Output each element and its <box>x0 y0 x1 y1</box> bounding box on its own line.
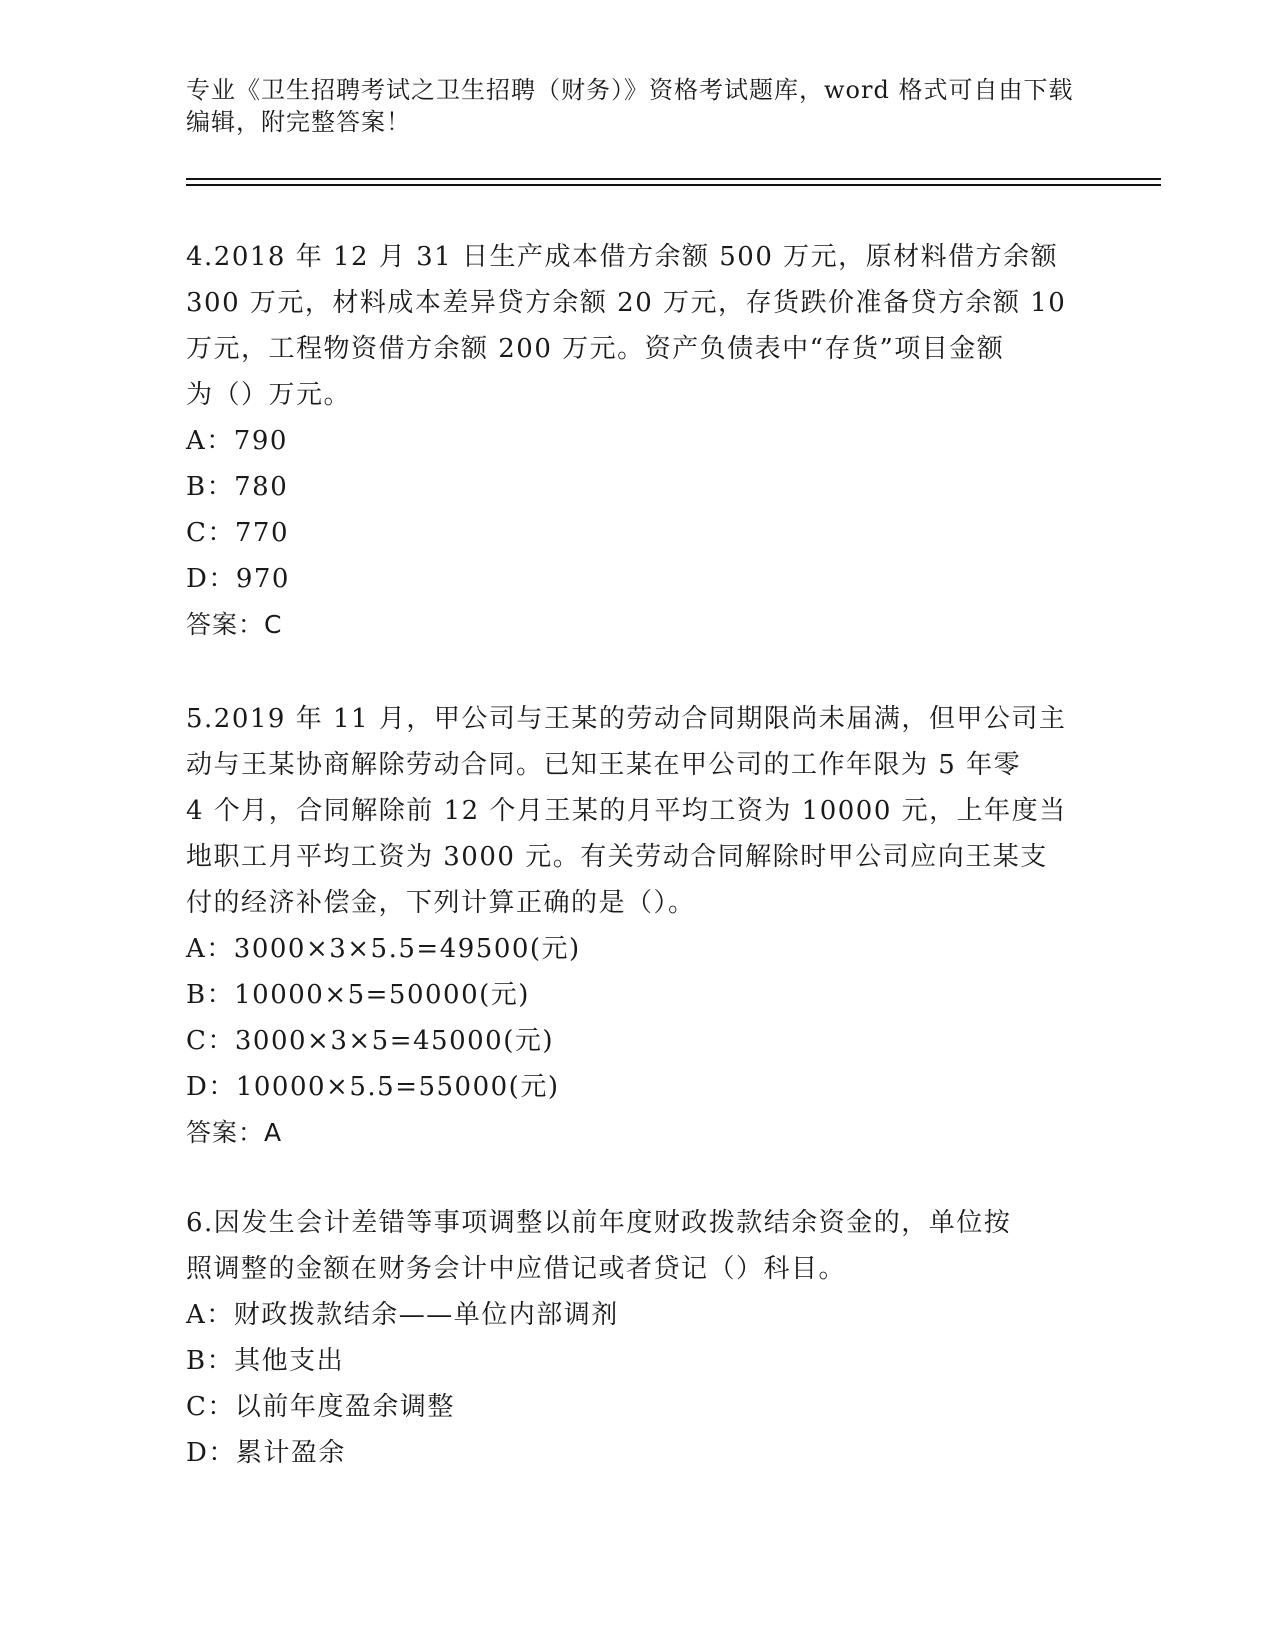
stem-line: 万元，工程物资借方余额 200 万元。资产负债表中“存货”项目金额 <box>186 334 1005 364</box>
option-c: C：以前年度盈余调整 <box>186 1392 455 1422</box>
option-c: C：3000×3×5=45000(元) <box>186 1026 554 1056</box>
stem-line: 为（）万元。 <box>186 380 352 410</box>
stem-line: 动与王某协商解除劳动合同。已知王某在甲公司的工作年限为 5 年零 <box>186 750 1022 780</box>
option-a: A：财政拨款结余——单位内部调剂 <box>186 1300 619 1330</box>
option-d: D：累计盈余 <box>186 1438 346 1468</box>
header-line-1: 专业《卫生招聘考试之卫生招聘（财务）》资格考试题库，word 格式可自由下载 <box>186 76 1074 104</box>
question-6 <box>186 1200 1086 1476</box>
option-a: A：790 <box>186 426 288 456</box>
option-b: B：10000×5=50000(元) <box>186 980 530 1010</box>
document-header <box>186 74 1086 138</box>
header-divider-top <box>186 178 1161 180</box>
option-d: D：10000×5.5=55000(元) <box>186 1072 560 1102</box>
option-c: C：770 <box>186 518 290 548</box>
stem-line: 地职工月平均工资为 3000 元。有关劳动合同解除时甲公司应向王某支 <box>186 842 1048 872</box>
stem-line: 4 个月，合同解除前 12 个月王某的月平均工资为 10000 元，上年度当 <box>186 796 1067 826</box>
question-stem <box>186 234 1086 418</box>
question-stem <box>186 1200 1086 1292</box>
question-4 <box>186 234 1086 648</box>
option-b: B：其他支出 <box>186 1346 345 1376</box>
stem-line: 照调整的金额在财务会计中应借记或者贷记（）科目。 <box>186 1254 847 1284</box>
answer-line: 答案：C <box>186 610 283 639</box>
stem-line: 付的经济补偿金，下列计算正确的是（）。 <box>186 888 696 918</box>
answer-line: 答案：A <box>186 1118 283 1147</box>
stem-line: 5.2019 年 11 月，甲公司与王某的劳动合同期限尚未届满，但甲公司主 <box>186 704 1067 734</box>
stem-line: 300 万元，材料成本差异贷方余额 20 万元，存货跌价准备贷方余额 10 <box>186 288 1067 318</box>
header-divider-bottom <box>186 184 1161 186</box>
option-b: B：780 <box>186 472 289 502</box>
header-line-2: 编辑，附完整答案！ <box>186 108 411 136</box>
question-5 <box>186 696 1086 1156</box>
question-stem <box>186 696 1086 926</box>
option-a: A：3000×3×5.5=49500(元) <box>186 934 581 964</box>
option-d: D：970 <box>186 564 290 594</box>
stem-line: 6.因发生会计差错等事项调整以前年度财政拨款结余资金的，单位按 <box>186 1208 1012 1238</box>
stem-line: 4.2018 年 12 月 31 日生产成本借方余额 500 万元，原材料借方余额 <box>186 242 1059 272</box>
